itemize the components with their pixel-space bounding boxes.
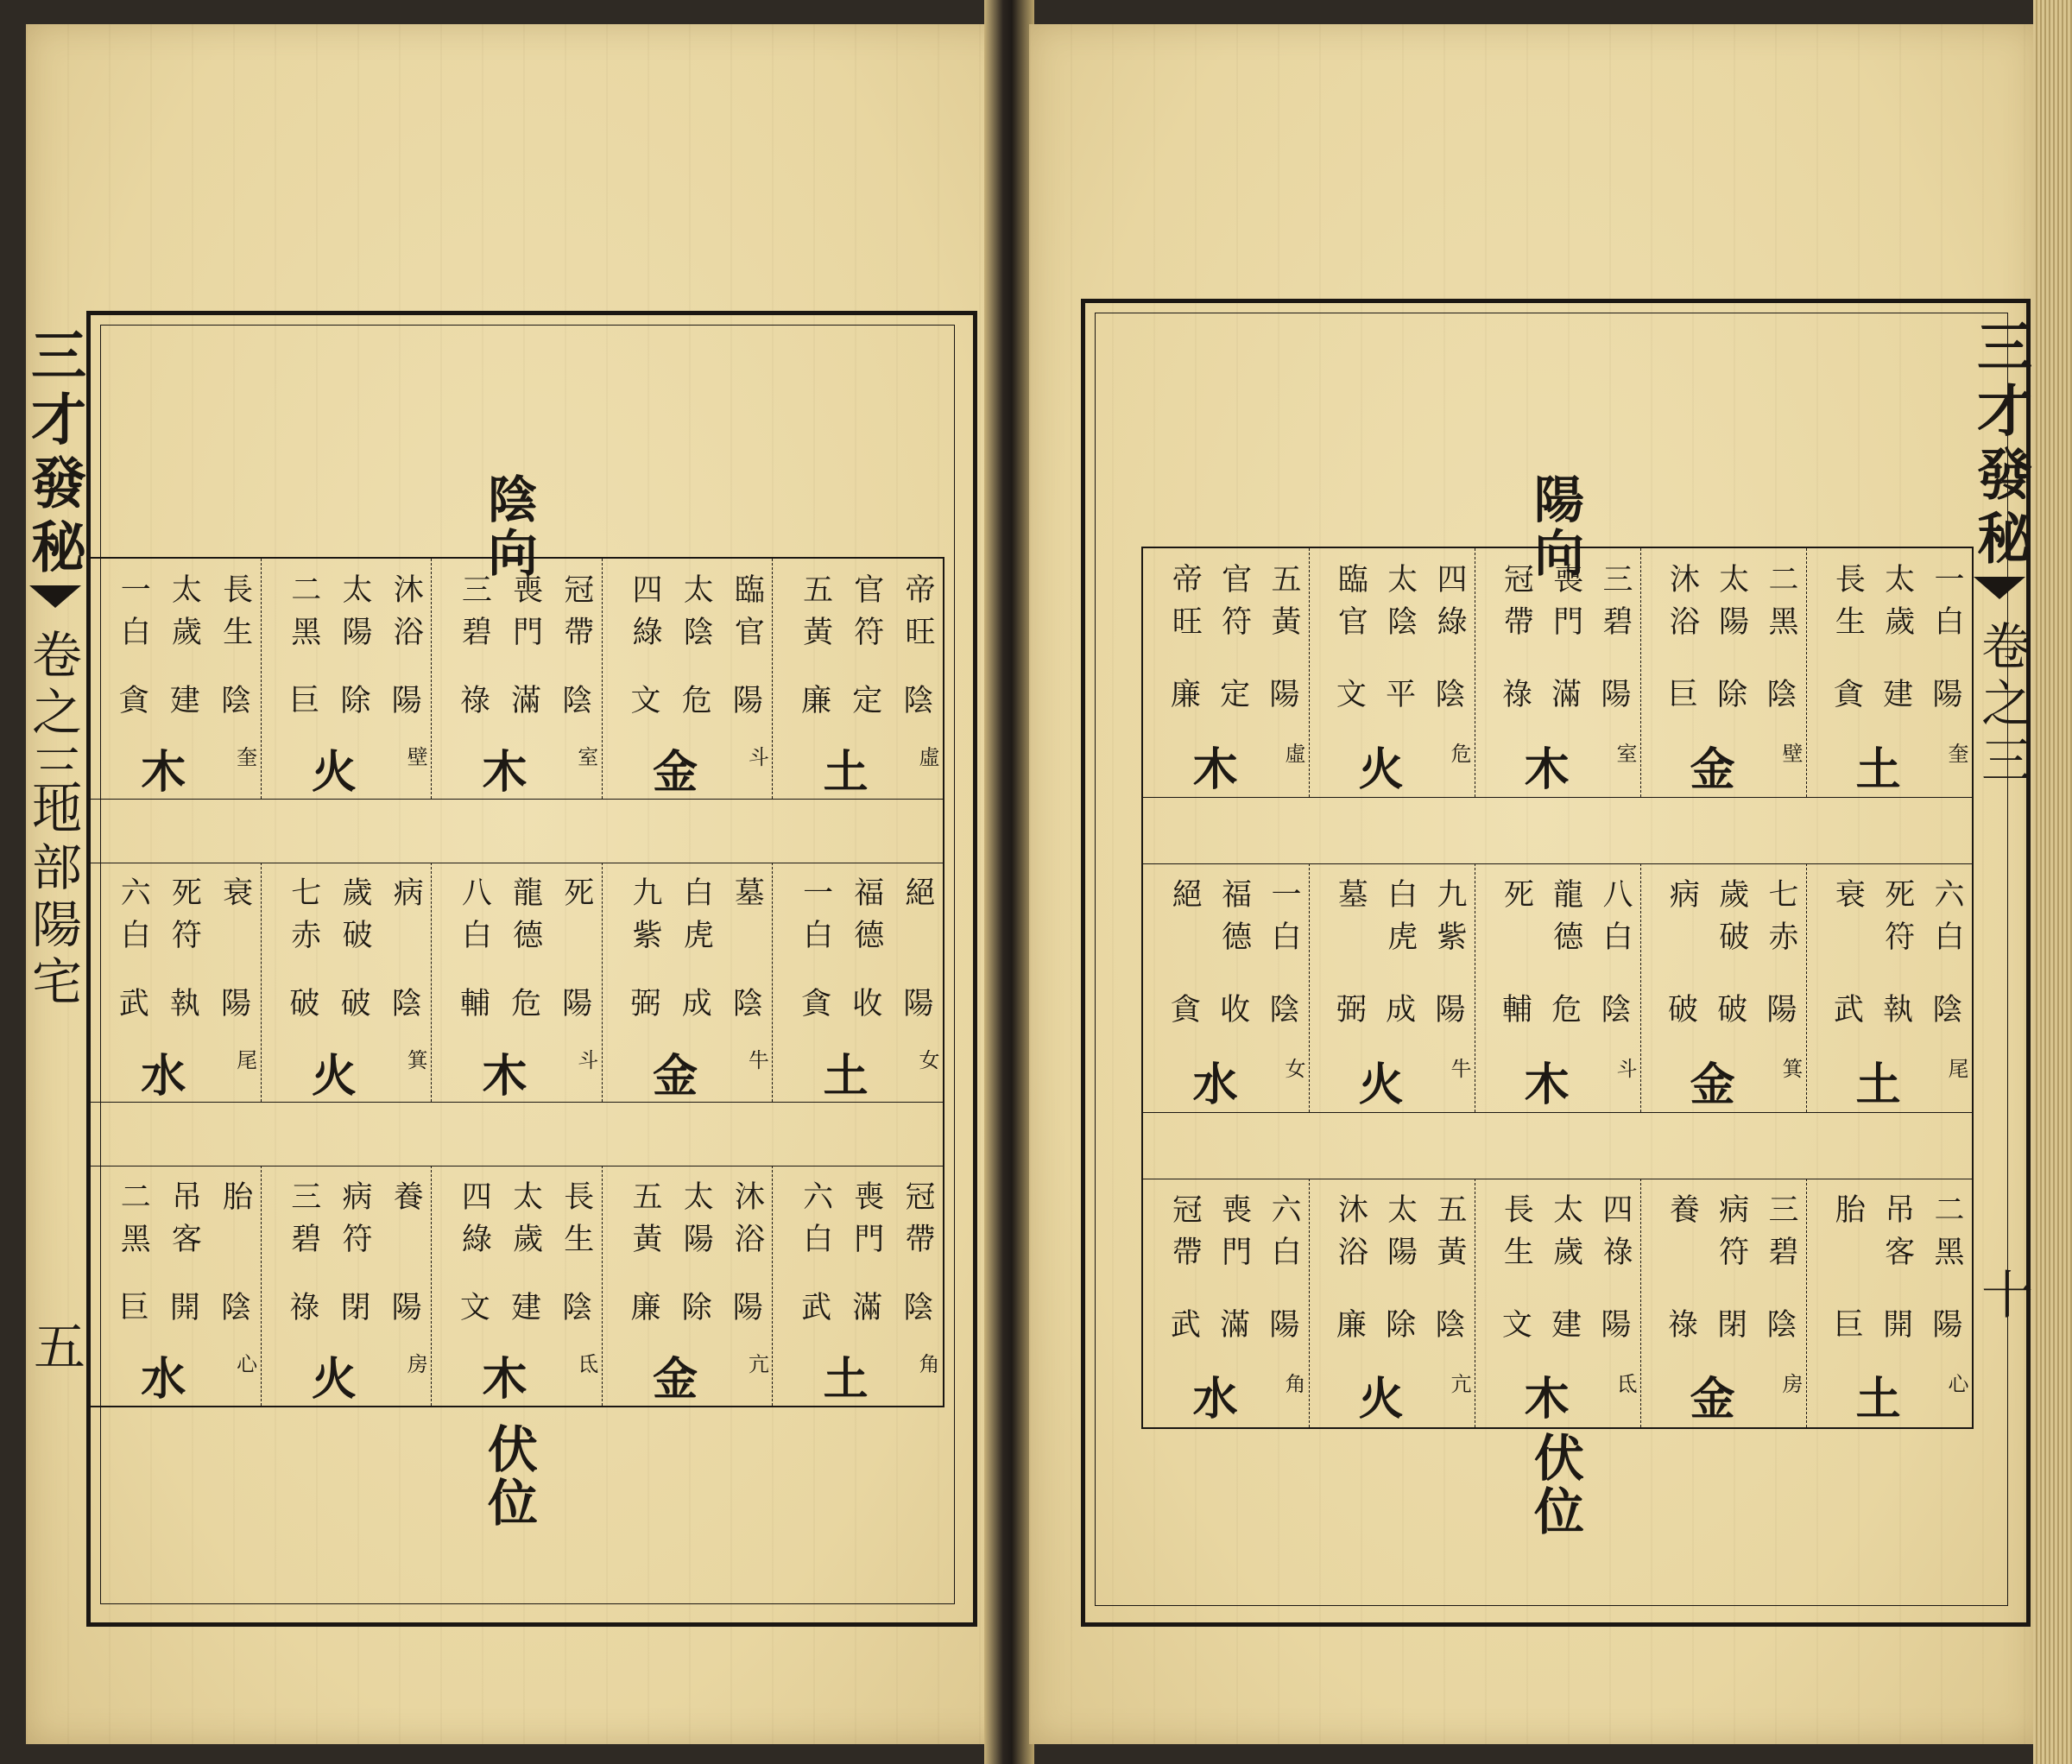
cell-text-column: 墓 — [1333, 878, 1368, 921]
cell-mansion-mark: 女 — [914, 1049, 939, 1071]
cell-text-column: 臨官 — [1333, 563, 1368, 648]
cell-text-column: 吊客 — [167, 1179, 202, 1265]
cell-element: 木 — [482, 746, 522, 800]
right-margin-volume: 卷之三 — [1973, 620, 2031, 791]
cell-text-column: 衰 — [1830, 878, 1866, 921]
cell-text-column: 官符 — [849, 572, 884, 658]
cell-text-column: 六白 — [798, 1179, 833, 1265]
cell-mansion-mark: 室 — [1613, 742, 1637, 763]
cell-star: 祿 — [455, 683, 490, 726]
cell-yin-yang: 陰 — [898, 1290, 933, 1333]
cell-text-column: 太歲 — [1879, 563, 1915, 648]
cell-text-column: 長生 — [559, 1179, 594, 1265]
cell-star: 廉 — [1166, 677, 1201, 720]
table-row-divider — [90, 1102, 943, 1103]
table-cell — [261, 863, 432, 1103]
cell-element: 土 — [823, 746, 863, 800]
cell-text-column: 胎 — [218, 1179, 253, 1223]
cell-text-column: 太陽 — [679, 1179, 714, 1265]
cell-star: 武 — [1829, 992, 1864, 1035]
cell-day-officer: 除 — [677, 1290, 712, 1333]
cell-text-column: 冠帶 — [900, 1179, 935, 1265]
table-cell — [602, 1166, 773, 1406]
cell-text-column: 冠帶 — [1167, 1192, 1203, 1278]
cell-element: 金 — [653, 1353, 693, 1407]
cell-text-column: 歲破 — [338, 876, 372, 962]
cell-text-column: 太陽 — [1382, 1192, 1418, 1278]
cell-star: 武 — [796, 1290, 831, 1333]
cell-element: 火 — [311, 1353, 351, 1407]
left-page-number: 五 — [25, 1319, 85, 1371]
table-cell — [261, 559, 432, 799]
cell-text-column: 龍德 — [1548, 878, 1583, 964]
cell-text-column: 二黑 — [116, 1179, 151, 1265]
cell-day-officer: 閉 — [1712, 1307, 1747, 1350]
cell-text-column: 白虎 — [679, 876, 714, 962]
cell-day-officer: 建 — [165, 683, 200, 726]
cell-text-column: 八白 — [1598, 878, 1633, 964]
table-row — [1143, 863, 1972, 1112]
right-page — [1029, 24, 2039, 1744]
cell-mansion-mark: 尾 — [1944, 1057, 1968, 1078]
cell-mansion-mark: 斗 — [573, 1049, 598, 1071]
cell-mansion-mark: 房 — [1778, 1372, 1803, 1394]
cell-text-column: 七赤 — [286, 876, 321, 962]
cell-element: 木 — [1524, 1373, 1564, 1426]
cell-text-column: 二黑 — [1930, 1192, 1964, 1278]
cell-text-column: 四綠 — [457, 1179, 492, 1265]
cell-yin-yang: 陰 — [898, 683, 933, 726]
cell-day-officer: 成 — [1380, 992, 1416, 1035]
cell-mansion-mark: 牛 — [1447, 1057, 1471, 1078]
table-cell — [1309, 548, 1475, 797]
cell-yin-yang: 陽 — [1928, 1307, 1962, 1350]
cell-mansion-mark: 奎 — [232, 745, 257, 767]
cell-yin-yang: 陽 — [387, 683, 422, 726]
right-margin-title: 三才發秘 — [1968, 318, 2032, 573]
cell-text-column: 七赤 — [1764, 878, 1798, 964]
table-row — [90, 559, 943, 799]
cell-text-column: 死 — [559, 876, 594, 920]
table-cell — [1475, 548, 1640, 797]
cell-yin-yang: 陰 — [216, 1290, 251, 1333]
cell-day-officer: 成 — [677, 987, 712, 1030]
cell-mansion-mark: 角 — [1281, 1372, 1305, 1394]
cell-star: 武 — [1166, 1307, 1201, 1350]
cell-yin-yang: 陽 — [728, 1290, 763, 1333]
table-cell — [1309, 1179, 1475, 1427]
cell-text-column: 病符 — [338, 1179, 372, 1265]
cell-mansion-mark: 亢 — [744, 1352, 769, 1374]
table-cell — [261, 1166, 432, 1406]
cell-text-column: 太歲 — [1548, 1192, 1583, 1278]
cell-star: 弼 — [1331, 992, 1367, 1035]
cell-text-column: 官符 — [1216, 563, 1252, 648]
cell-day-officer: 危 — [677, 683, 712, 726]
cell-mansion-mark: 心 — [1944, 1372, 1968, 1394]
cell-star: 巨 — [1663, 677, 1698, 720]
cell-text-column: 三碧 — [457, 572, 492, 658]
table-row-divider — [1143, 797, 1972, 798]
cell-star: 輔 — [455, 987, 490, 1030]
cell-star: 貪 — [1829, 677, 1864, 720]
cell-star: 巨 — [114, 1290, 149, 1333]
cell-text-column: 九紫 — [628, 876, 662, 962]
cell-text-column: 衰 — [218, 876, 253, 920]
cell-day-officer: 滿 — [847, 1290, 882, 1333]
page-edges — [2033, 0, 2072, 1764]
cell-text-column: 病 — [388, 876, 424, 920]
table-cell — [431, 863, 602, 1103]
cell-text-column: 養 — [388, 1179, 424, 1223]
cell-text-column: 五黃 — [1432, 1192, 1467, 1278]
table-cell — [1806, 863, 1972, 1112]
right-heading-direction: 陽向 — [1526, 473, 1584, 580]
cell-star: 貪 — [1166, 992, 1201, 1035]
cell-element: 木 — [482, 1049, 522, 1103]
cell-star: 文 — [1497, 1307, 1532, 1350]
cell-day-officer: 閉 — [336, 1290, 370, 1333]
cell-element: 金 — [1690, 1058, 1730, 1111]
cell-star: 輔 — [1497, 992, 1532, 1035]
cell-element: 火 — [311, 1049, 351, 1103]
table-cell — [90, 559, 261, 799]
table-cell — [1475, 863, 1640, 1112]
cell-text-column: 喪門 — [1216, 1192, 1252, 1278]
left-margin-volume: 卷之三 — [23, 629, 82, 800]
cell-day-officer: 滿 — [506, 683, 541, 726]
right-table — [1141, 547, 1974, 1429]
table-cell — [1143, 548, 1309, 797]
cell-yin-yang: 陽 — [557, 987, 592, 1030]
cell-text-column: 絕 — [1167, 878, 1203, 921]
cell-star: 貪 — [796, 987, 831, 1030]
cell-text-column: 帝旺 — [1167, 563, 1203, 648]
cell-star: 祿 — [284, 1290, 319, 1333]
table-cell — [1640, 863, 1806, 1112]
cell-text-column: 太歲 — [508, 1179, 543, 1265]
cell-element: 火 — [311, 746, 351, 800]
cell-mansion-mark: 壁 — [403, 745, 428, 767]
left-margin-title: 三才發秘 — [22, 326, 86, 582]
cell-text-column: 三碧 — [286, 1179, 321, 1265]
table-row — [1143, 1179, 1972, 1427]
cell-yin-yang: 陽 — [1928, 677, 1962, 720]
cell-element: 木 — [1192, 743, 1233, 796]
cell-mansion-mark: 箕 — [1778, 1057, 1803, 1078]
cell-star: 祿 — [1497, 677, 1532, 720]
table-cell — [1309, 863, 1475, 1112]
cell-text-column: 福德 — [1216, 878, 1252, 964]
cell-star: 文 — [455, 1290, 490, 1333]
cell-mansion-mark: 房 — [403, 1352, 428, 1374]
cell-text-column: 墓 — [730, 876, 765, 920]
cell-element: 水 — [1192, 1373, 1233, 1426]
cell-text-column: 帝旺 — [900, 572, 935, 658]
cell-text-column: 太陰 — [679, 572, 714, 658]
cell-mansion-mark: 斗 — [744, 745, 769, 767]
cell-mansion-mark: 角 — [914, 1352, 939, 1374]
cell-mansion-mark: 心 — [232, 1352, 257, 1374]
cell-text-column: 沐浴 — [1333, 1192, 1368, 1278]
left-fishtail-mark — [29, 585, 81, 608]
table-cell — [772, 559, 943, 799]
cell-mansion-mark: 箕 — [403, 1049, 428, 1071]
cell-yin-yang: 陽 — [1265, 677, 1299, 720]
table-row — [90, 1166, 943, 1406]
cell-yin-yang: 陰 — [1928, 992, 1962, 1035]
cell-element: 火 — [1358, 1373, 1399, 1426]
cell-text-column: 太陽 — [1714, 563, 1749, 648]
cell-yin-yang: 陰 — [728, 987, 763, 1030]
cell-text-column: 喪門 — [849, 1179, 884, 1265]
cell-day-officer: 開 — [1878, 1307, 1913, 1350]
cell-yin-yang: 陽 — [1431, 992, 1465, 1035]
cell-element: 土 — [823, 1353, 863, 1407]
cell-yin-yang: 陰 — [557, 1290, 592, 1333]
cell-text-column: 二黑 — [1764, 563, 1798, 648]
cell-day-officer: 除 — [1712, 677, 1747, 720]
cell-mansion-mark: 亢 — [1447, 1372, 1471, 1394]
table-cell — [1806, 548, 1972, 797]
cell-mansion-mark: 氐 — [1613, 1372, 1637, 1394]
cell-text-column: 沐浴 — [730, 1179, 765, 1265]
cell-day-officer: 平 — [1380, 677, 1416, 720]
cell-day-officer: 執 — [1878, 992, 1913, 1035]
cell-element: 土 — [1855, 1058, 1896, 1111]
cell-yin-yang: 陰 — [557, 683, 592, 726]
cell-star: 文 — [1331, 677, 1367, 720]
cell-text-column: 吊客 — [1879, 1192, 1915, 1278]
cell-element: 水 — [141, 1049, 181, 1103]
cell-text-column: 五黃 — [628, 1179, 662, 1265]
cell-yin-yang: 陽 — [1596, 677, 1631, 720]
cell-mansion-mark: 虛 — [1281, 742, 1305, 763]
cell-text-column: 六白 — [1267, 1192, 1301, 1278]
left-heading-direction: 陰向 — [479, 473, 538, 580]
cell-text-column: 四綠 — [1432, 563, 1467, 648]
cell-element: 木 — [141, 746, 181, 800]
left-heading-bottom: 伏位 — [479, 1423, 538, 1530]
cell-text-column: 病符 — [1714, 1192, 1749, 1278]
cell-yin-yang: 陽 — [387, 1290, 422, 1333]
left-margin-section: 地部陽宅 — [23, 784, 82, 1012]
table-cell — [602, 863, 773, 1103]
cell-star: 破 — [1663, 992, 1698, 1035]
cell-star: 破 — [284, 987, 319, 1030]
cell-element: 金 — [653, 1049, 693, 1103]
cell-day-officer: 定 — [1215, 677, 1250, 720]
cell-text-column: 喪門 — [1548, 563, 1583, 648]
book-gutter — [984, 0, 1034, 1764]
cell-yin-yang: 陽 — [1265, 1307, 1299, 1350]
table-cell — [1640, 1179, 1806, 1427]
cell-star: 貪 — [114, 683, 149, 726]
cell-text-column: 絕 — [900, 876, 935, 920]
cell-text-column: 白虎 — [1382, 878, 1418, 964]
cell-element: 金 — [1690, 743, 1730, 796]
cell-day-officer: 滿 — [1215, 1307, 1250, 1350]
cell-yin-yang: 陰 — [1596, 992, 1631, 1035]
cell-mansion-mark: 斗 — [1613, 1057, 1637, 1078]
table-row — [90, 863, 943, 1103]
cell-text-column: 冠帶 — [1499, 563, 1534, 648]
table-row-divider — [1143, 1112, 1972, 1113]
cell-text-column: 九紫 — [1432, 878, 1467, 964]
cell-element: 水 — [141, 1353, 181, 1407]
cell-text-column: 龍德 — [508, 876, 543, 962]
cell-mansion-mark: 室 — [573, 745, 598, 767]
cell-yin-yang: 陰 — [1431, 1307, 1465, 1350]
cell-element: 金 — [653, 746, 693, 800]
cell-day-officer: 定 — [847, 683, 882, 726]
cell-text-column: 四綠 — [628, 572, 662, 658]
cell-star: 祿 — [1663, 1307, 1698, 1350]
cell-yin-yang: 陽 — [898, 987, 933, 1030]
cell-yin-yang: 陰 — [1762, 677, 1797, 720]
cell-text-column: 冠帶 — [559, 572, 594, 658]
table-cell — [1640, 548, 1806, 797]
cell-element: 木 — [1524, 743, 1564, 796]
cell-element: 木 — [482, 1353, 522, 1407]
cell-text-column: 一白 — [1930, 563, 1964, 648]
cell-yin-yang: 陰 — [1431, 677, 1465, 720]
cell-text-column: 養 — [1665, 1192, 1700, 1236]
cell-text-column: 沐浴 — [388, 572, 424, 658]
cell-text-column: 死符 — [1879, 878, 1915, 964]
cell-text-column: 三碧 — [1764, 1192, 1798, 1278]
cell-text-column: 福德 — [849, 876, 884, 962]
cell-element: 土 — [823, 1049, 863, 1103]
cell-element: 火 — [1358, 1058, 1399, 1111]
table-cell — [431, 1166, 602, 1406]
cell-mansion-mark: 壁 — [1778, 742, 1803, 763]
table-cell — [1143, 863, 1309, 1112]
cell-element: 木 — [1524, 1058, 1564, 1111]
table-row-divider — [90, 799, 943, 800]
cell-text-column: 六白 — [116, 876, 151, 962]
table-cell — [772, 863, 943, 1103]
table-cell — [90, 863, 261, 1103]
cell-text-column: 二黑 — [286, 572, 321, 658]
cell-day-officer: 建 — [1546, 1307, 1582, 1350]
cell-day-officer: 執 — [165, 987, 200, 1030]
cell-text-column: 太歲 — [167, 572, 202, 658]
cell-text-column: 死 — [1499, 878, 1534, 921]
cell-day-officer: 收 — [1215, 992, 1250, 1035]
cell-mansion-mark: 氐 — [573, 1352, 598, 1374]
cell-text-column: 五黃 — [798, 572, 833, 658]
cell-day-officer: 建 — [506, 1290, 541, 1333]
cell-element: 土 — [1855, 743, 1896, 796]
cell-day-officer: 除 — [1380, 1307, 1416, 1350]
cell-star: 巨 — [284, 683, 319, 726]
table-cell — [1143, 1179, 1309, 1427]
cell-text-column: 臨官 — [730, 572, 765, 658]
cell-element: 水 — [1192, 1058, 1233, 1111]
cell-yin-yang: 陰 — [1265, 992, 1299, 1035]
cell-text-column: 死符 — [167, 876, 202, 962]
cell-text-column: 一白 — [798, 876, 833, 962]
cell-text-column: 太陰 — [1382, 563, 1418, 648]
cell-day-officer: 建 — [1878, 677, 1913, 720]
cell-text-column: 一白 — [1267, 878, 1301, 964]
cell-text-column: 八白 — [457, 876, 492, 962]
cell-element: 土 — [1855, 1373, 1896, 1426]
cell-mansion-mark: 虛 — [914, 745, 939, 767]
right-heading-bottom: 伏位 — [1526, 1432, 1584, 1539]
cell-mansion-mark: 女 — [1281, 1057, 1305, 1078]
right-fishtail-mark — [1974, 577, 2025, 599]
cell-mansion-mark: 尾 — [232, 1049, 257, 1071]
table-cell — [772, 1166, 943, 1406]
cell-mansion-mark: 奎 — [1944, 742, 1968, 763]
cell-yin-yang: 陽 — [1596, 1307, 1631, 1350]
cell-day-officer: 破 — [336, 987, 370, 1030]
cell-day-officer: 除 — [336, 683, 370, 726]
cell-yin-yang: 陰 — [1762, 1307, 1797, 1350]
cell-yin-yang: 陽 — [1762, 992, 1797, 1035]
table-cell — [1475, 1179, 1640, 1427]
cell-star: 廉 — [626, 1290, 660, 1333]
cell-mansion-mark: 危 — [1447, 742, 1471, 763]
cell-yin-yang: 陰 — [387, 987, 422, 1030]
cell-star: 文 — [626, 683, 660, 726]
table-cell — [90, 1166, 261, 1406]
cell-text-column: 五黃 — [1267, 563, 1301, 648]
cell-yin-yang: 陰 — [216, 683, 251, 726]
cell-star: 廉 — [1331, 1307, 1367, 1350]
cell-day-officer: 收 — [847, 987, 882, 1030]
cell-text-column: 喪門 — [508, 572, 543, 658]
cell-day-officer: 滿 — [1546, 677, 1582, 720]
cell-text-column: 四祿 — [1598, 1192, 1633, 1278]
cell-text-column: 三碧 — [1598, 563, 1633, 648]
right-page-number: 十 — [1973, 1268, 2033, 1319]
cell-day-officer: 危 — [1546, 992, 1582, 1035]
cell-text-column: 長生 — [218, 572, 253, 658]
cell-day-officer: 開 — [165, 1290, 200, 1333]
cell-text-column: 太陽 — [338, 572, 372, 658]
left-page — [22, 24, 1019, 1744]
cell-text-column: 歲破 — [1714, 878, 1749, 964]
cell-mansion-mark: 牛 — [744, 1049, 769, 1071]
cell-star: 巨 — [1829, 1307, 1864, 1350]
cell-star: 武 — [114, 987, 149, 1030]
cell-text-column: 六白 — [1930, 878, 1964, 964]
cell-star: 弼 — [626, 987, 660, 1030]
cell-day-officer: 破 — [1712, 992, 1747, 1035]
cell-text-column: 一白 — [116, 572, 151, 658]
cell-text-column: 病 — [1665, 878, 1700, 921]
cell-day-officer: 危 — [506, 987, 541, 1030]
cell-text-column: 長生 — [1830, 563, 1866, 648]
table-cell — [602, 559, 773, 799]
table-cell — [1806, 1179, 1972, 1427]
cell-text-column: 長生 — [1499, 1192, 1534, 1278]
table-row — [1143, 548, 1972, 797]
cell-star: 廉 — [796, 683, 831, 726]
cell-element: 金 — [1690, 1373, 1730, 1426]
cell-element: 火 — [1358, 743, 1399, 796]
cell-yin-yang: 陽 — [216, 987, 251, 1030]
table-cell — [431, 559, 602, 799]
cell-text-column: 胎 — [1830, 1192, 1866, 1236]
cell-text-column: 沐浴 — [1665, 563, 1700, 648]
cell-yin-yang: 陽 — [728, 683, 763, 726]
left-table — [88, 557, 944, 1407]
